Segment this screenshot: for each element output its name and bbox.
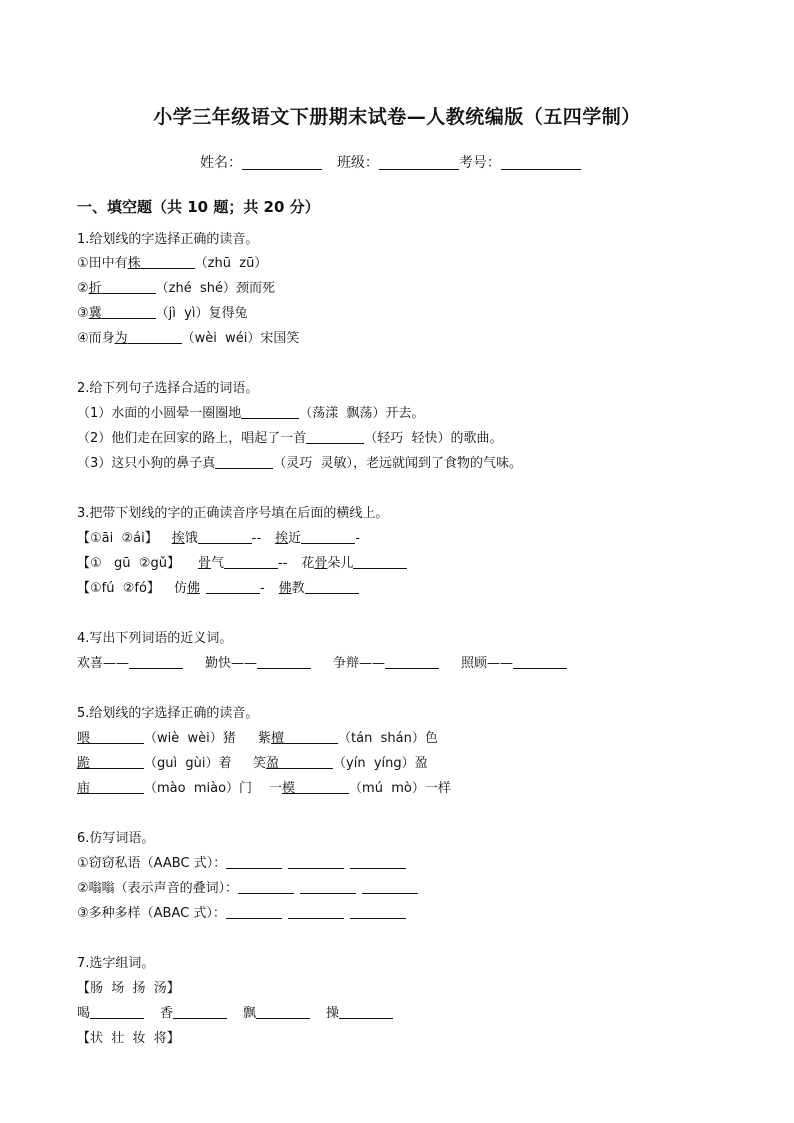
answer-blank[interactable] xyxy=(350,905,406,919)
answer-blank[interactable] xyxy=(102,280,156,294)
answer-blank[interactable] xyxy=(128,330,182,344)
answer-blank[interactable] xyxy=(198,530,252,544)
answer-blank[interactable] xyxy=(257,655,311,669)
q3-stem: 3.把带下划线的字的正确读音序号填在后面的横线上。 xyxy=(77,506,389,521)
answer-blank[interactable] xyxy=(279,755,333,769)
answer-blank[interactable] xyxy=(353,555,407,569)
answer-blank[interactable] xyxy=(513,655,567,669)
q1-item-3: ③冀 （jì yì）复得兔 xyxy=(77,306,248,321)
q4-stem: 4.写出下列词语的近义词。 xyxy=(77,631,233,646)
answer-blank[interactable] xyxy=(362,880,418,894)
q3-row-3: 【①fú ②fó】 仿佛 - 佛教 xyxy=(77,580,359,598)
answer-blank[interactable] xyxy=(300,880,356,894)
section-heading: 一、填空题（共 10 题；共 20 分） xyxy=(77,198,320,216)
answer-blank[interactable] xyxy=(295,780,349,794)
answer-blank[interactable] xyxy=(129,655,183,669)
answer-blank[interactable] xyxy=(241,405,299,419)
page-title: 小学三年级语文下册期末试卷—人教统编版（五四学制） xyxy=(153,106,641,128)
answer-blank[interactable] xyxy=(102,305,156,319)
q5-row-2b: 笑盈 （yín yíng）盈 xyxy=(253,756,428,771)
answer-blank[interactable] xyxy=(256,1005,310,1019)
q6-row-2: ②嗡嗡（表示声音的叠词）： xyxy=(77,880,418,898)
answer-blank[interactable] xyxy=(224,555,278,569)
answer-blank[interactable] xyxy=(301,530,355,544)
q7-stem: 7.选字组词。 xyxy=(77,956,155,971)
class-label: 班级： xyxy=(336,155,379,171)
answer-blank[interactable] xyxy=(226,905,282,919)
answer-blank[interactable] xyxy=(206,580,260,594)
class-field[interactable] xyxy=(379,155,459,170)
q5-stem: 5.给划线的字选择正确的读音。 xyxy=(77,706,259,721)
answer-blank[interactable] xyxy=(90,755,144,769)
q2-item-1: （1）水面的小圆晕一圈圈地 （荡漾 飘荡）开去。 xyxy=(77,406,425,421)
q6-row-3: ③多种多样（ABAC 式）： xyxy=(77,905,406,923)
answer-blank[interactable] xyxy=(339,1005,393,1019)
q6-row-1: ①窃窃私语（AABC 式）： xyxy=(77,855,406,873)
answer-blank[interactable] xyxy=(238,880,294,894)
answer-blank[interactable] xyxy=(305,580,359,594)
q4-row: 欢喜—— 勤快—— 争辩—— 照顾—— xyxy=(77,655,567,673)
q5-row-1a: 喂 （wiè wèi）猪 xyxy=(77,731,236,746)
answer-blank[interactable] xyxy=(385,655,439,669)
q7-char-group-1: 【肠 场 扬 汤】 xyxy=(77,981,180,996)
q2-item-2: （2）他们走在回家的路上，唱起了一首 （轻巧 轻快）的歌曲。 xyxy=(77,431,503,446)
student-info-row xyxy=(200,152,581,172)
q2-item-3: （3）这只小狗的鼻子真 （灵巧 灵敏），老远就闻到了食物的气味。 xyxy=(77,456,523,471)
q2-stem: 2.给下列句子选择合适的词语。 xyxy=(77,381,259,396)
q1-item-1: ①田中有株 （zhū zū） xyxy=(77,256,268,271)
answer-blank[interactable] xyxy=(173,1005,227,1019)
q3-row-2: 【① gū ②gǔ】 骨气 -- 花骨朵儿 xyxy=(77,555,407,573)
q1-item-4: ④而身为 （wèi wéi）宋国笑 xyxy=(77,331,300,346)
q7-row-1: 喝 香 飘 操 xyxy=(77,1005,393,1023)
q1-item-2: ②折 （zhé shé）颈而死 xyxy=(77,281,276,296)
answer-blank[interactable] xyxy=(350,855,406,869)
exam-no-field[interactable] xyxy=(501,155,581,170)
answer-blank[interactable] xyxy=(306,430,364,444)
name-field[interactable] xyxy=(242,155,322,170)
answer-blank[interactable] xyxy=(226,855,282,869)
q1-stem: 1.给划线的字选择正确的读音。 xyxy=(77,232,259,247)
q6-stem: 6.仿写词语。 xyxy=(77,831,155,846)
answer-blank[interactable] xyxy=(284,730,338,744)
answer-blank[interactable] xyxy=(90,1005,144,1019)
q7-char-group-2: 【状 壮 妆 将】 xyxy=(77,1031,180,1046)
answer-blank[interactable] xyxy=(288,855,344,869)
q5-row-3a: 庙 （mào miào）门 xyxy=(77,781,253,796)
name-label: 姓名： xyxy=(200,155,242,171)
q5-row-1b: 紫檀 （tán shán）色 xyxy=(258,731,438,746)
q5-row-3b: 一模 （mú mò）一样 xyxy=(269,781,451,796)
answer-blank[interactable] xyxy=(90,730,144,744)
answer-blank[interactable] xyxy=(90,780,144,794)
answer-blank[interactable] xyxy=(215,455,273,469)
answer-blank[interactable] xyxy=(141,255,195,269)
answer-blank[interactable] xyxy=(288,905,344,919)
q5-row-2a: 跪 （guì gùi）着 xyxy=(77,756,232,771)
q3-row-1: 【①āi ②ái】 挨饿 -- 挨近 - xyxy=(77,531,360,546)
exam-no-label: 考号： xyxy=(458,155,501,171)
